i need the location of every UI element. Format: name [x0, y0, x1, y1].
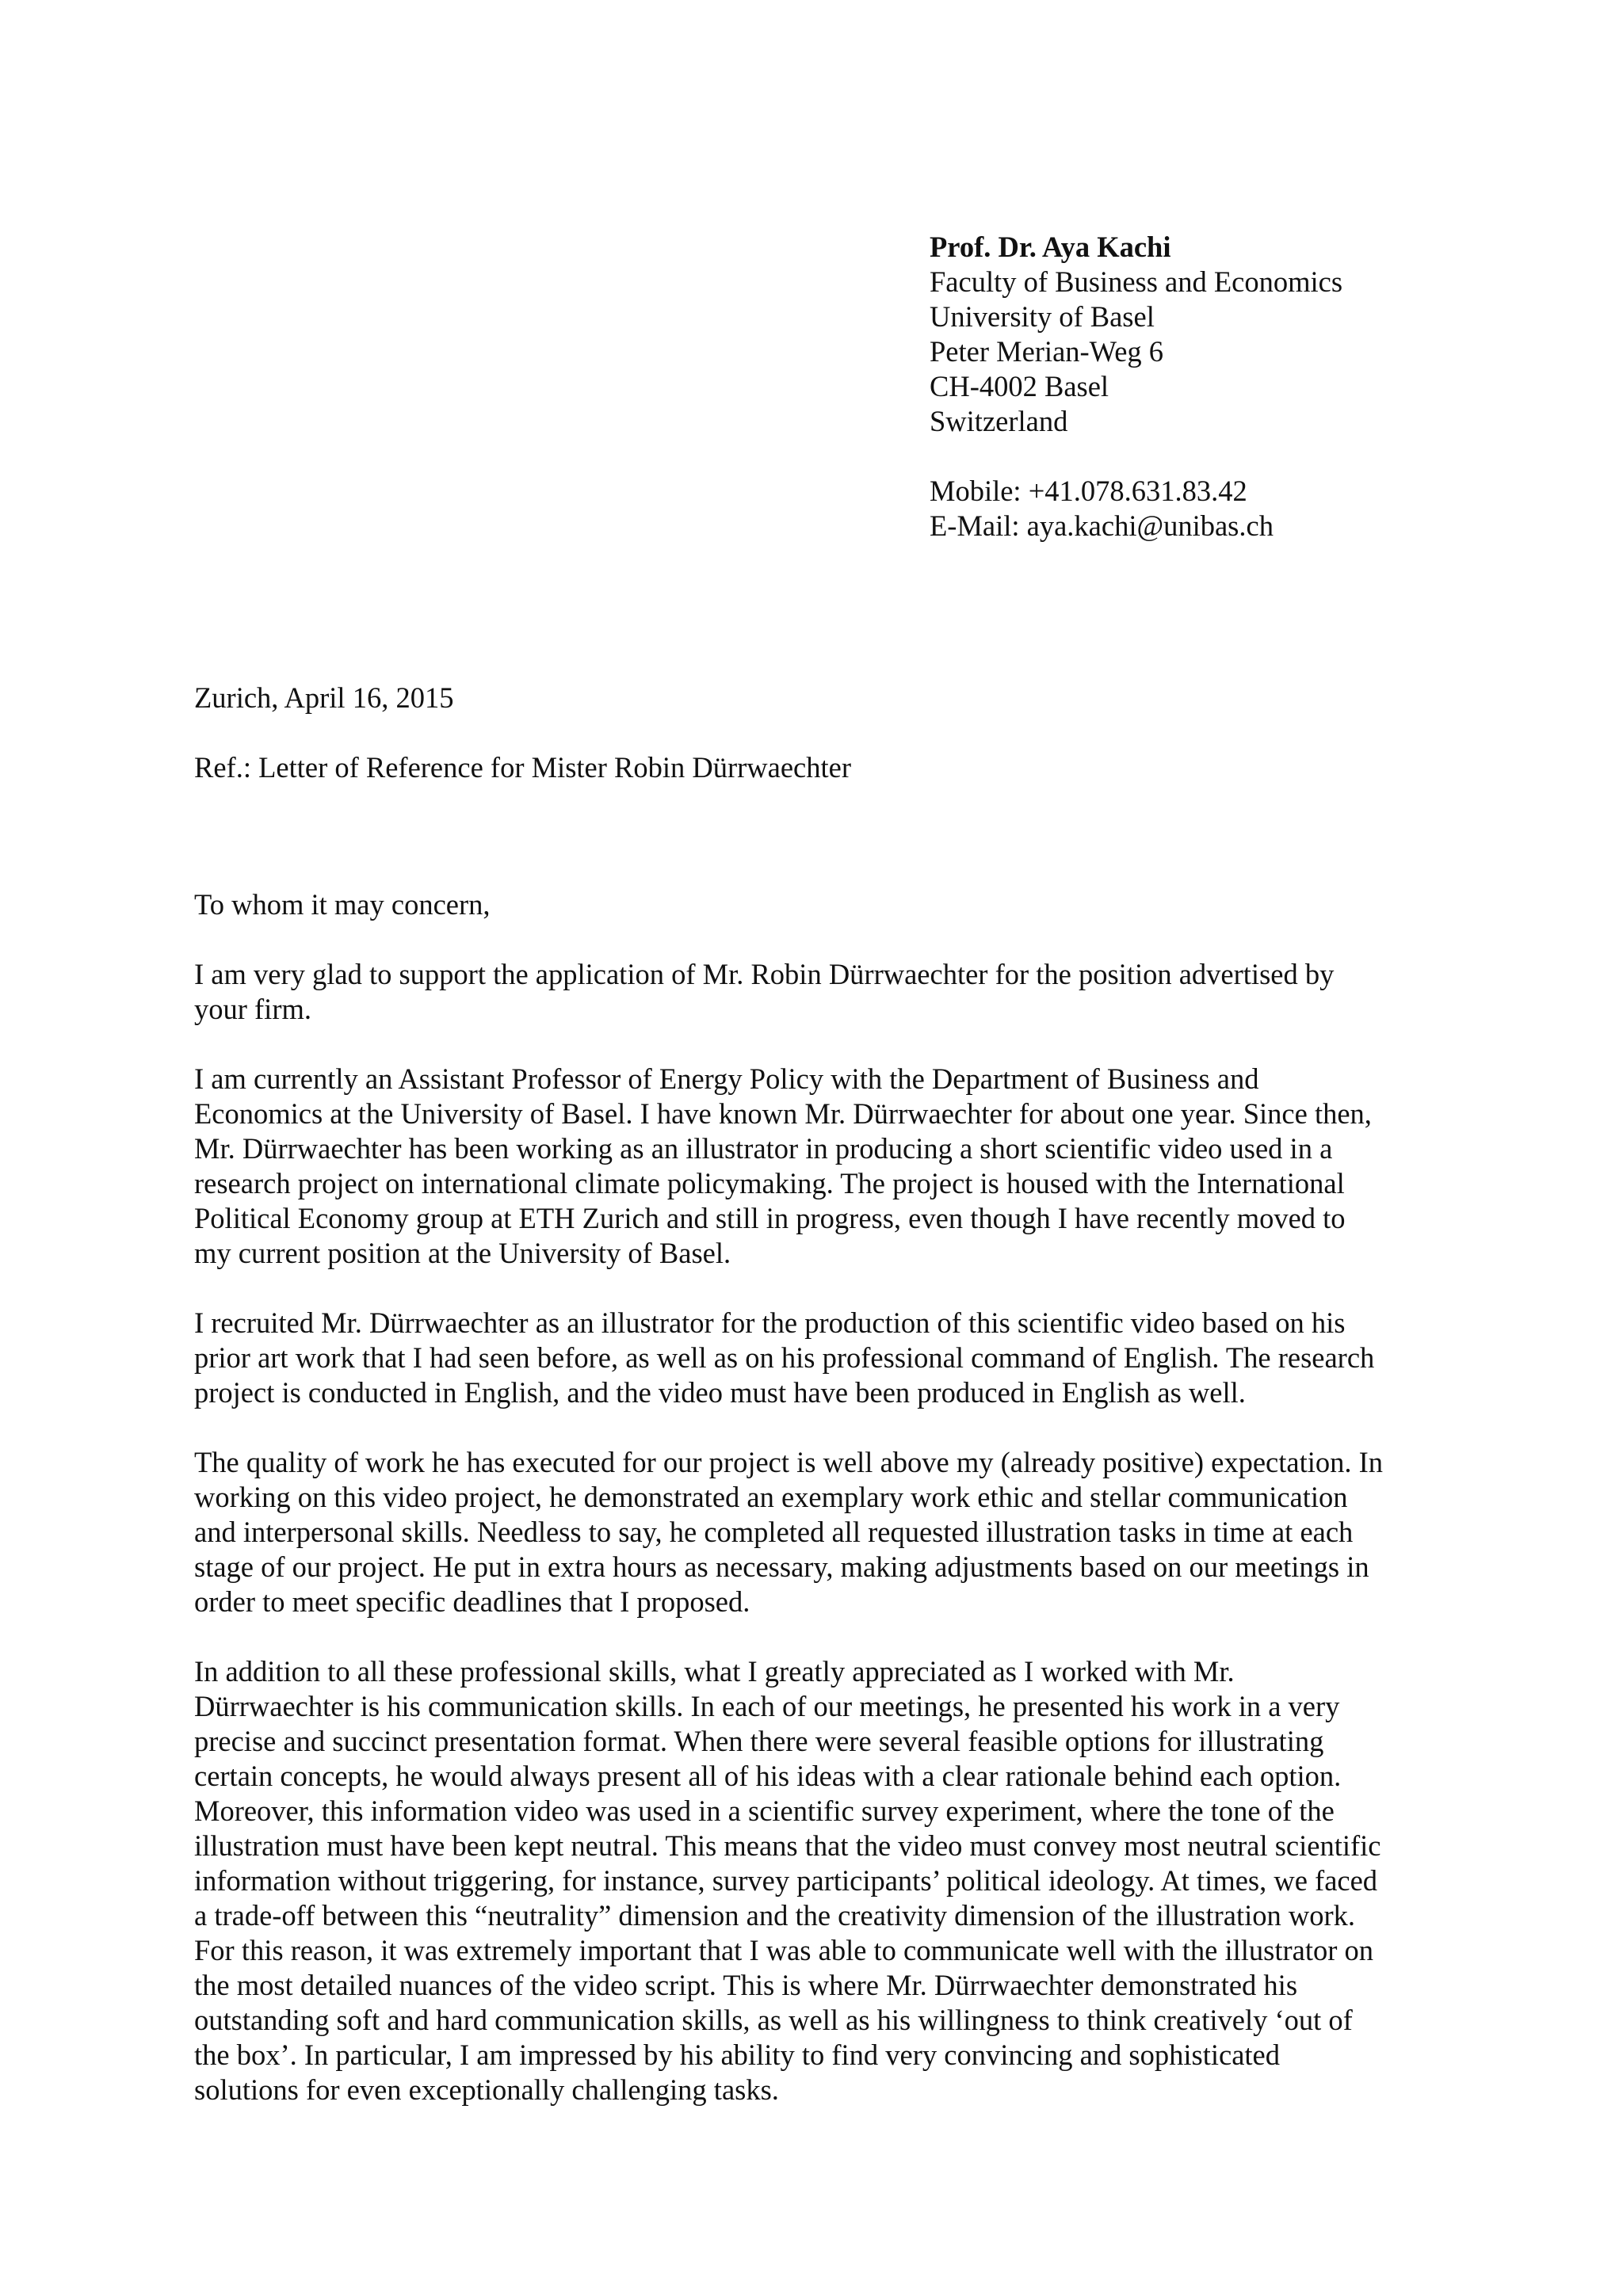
letter-date: Zurich, April 16, 2015: [194, 681, 454, 714]
sender-block: [930, 230, 1579, 543]
paragraph-line: precise and succinct presentation format. When there were several feasible options for illustrating: [194, 1725, 1324, 1757]
paragraph-line: certain concepts, he would always present all of his ideas with a clear rationale behind each option.: [194, 1760, 1342, 1792]
salutation: [194, 887, 1442, 922]
paragraph-line: stage of our project. He put in extra hours as necessary, making adjustments based on our meetings in: [194, 1550, 1369, 1583]
paragraph-line: your firm.: [194, 993, 311, 1025]
paragraph-line: a trade-off between this “neutrality” dimension and the creativity dimension of the illustration work.: [194, 1899, 1355, 1932]
sender-email: E-Mail: aya.kachi@unibas.ch: [930, 509, 1274, 542]
paragraph-line: solutions for even exceptionally challenging tasks.: [194, 2073, 779, 2106]
body-paragraph: [194, 1062, 1442, 1271]
sender-spacer: [930, 439, 1579, 474]
paragraph-line: outstanding soft and hard communication skills, as well as his willingness to think creatively ‘out of: [194, 2004, 1353, 2036]
paragraph-line: I am currently an Assistant Professor of Energy Policy with the Department of Business and: [194, 1062, 1259, 1095]
sender-address-line: CH-4002 Basel: [930, 370, 1109, 402]
body-paragraph: [194, 957, 1442, 1027]
sender-address-line: University of Basel: [930, 300, 1155, 333]
paragraph-line: Moreover, this information video was used in a scientific survey experiment, where the tone of the: [194, 1794, 1335, 1827]
sender-mobile: Mobile: +41.078.631.83.42: [930, 475, 1247, 507]
sender-address-line: Peter Merian-Weg 6: [930, 335, 1164, 368]
paragraph-line: the most detailed nuances of the video script. This is where Mr. Dürrwaechter demonstrated his: [194, 1969, 1298, 2001]
letter-body: [194, 887, 1442, 2142]
paragraph-line: Political Economy group at ETH Zurich and still in progress, even though I have recently moved to: [194, 1202, 1346, 1234]
paragraph-line: I am very glad to support the application of Mr. Robin Dürrwaechter for the position advertised by: [194, 958, 1335, 990]
paragraph-line: order to meet specific deadlines that I proposed.: [194, 1585, 750, 1618]
body-paragraph: [194, 1306, 1442, 1410]
body-paragraph: [194, 1654, 1442, 2107]
paragraph-line: Dürrwaechter is his communication skills. In each of our meetings, he presented his work in a very: [194, 1690, 1340, 1722]
paragraph-line: project is conducted in English, and the video must have been produced in English as well.: [194, 1376, 1246, 1409]
paragraph-line: information without triggering, for instance, survey participants’ political ideology. At times, we faced: [194, 1864, 1378, 1897]
paragraph-line: Economics at the University of Basel. I have known Mr. Dürrwaechter for about one year. Since then,: [194, 1097, 1372, 1130]
paragraph-line: my current position at the University of Basel.: [194, 1237, 731, 1269]
paragraph-line: research project on international climate policymaking. The project is housed with the International: [194, 1167, 1345, 1199]
paragraph-line: For this reason, it was extremely important that I was able to communicate well with the illustrator on: [194, 1934, 1374, 1966]
paragraph-line: prior art work that I had seen before, as well as on his professional command of English. The research: [194, 1341, 1375, 1374]
paragraph-line: and interpersonal skills. Needless to say, he completed all requested illustration tasks in time at each: [194, 1516, 1354, 1548]
sender-name: Prof. Dr. Aya Kachi: [930, 231, 1171, 263]
body-paragraph: [194, 1445, 1442, 1619]
paragraph-line: the box’. In particular, I am impressed by his ability to find very convincing and sophisticated: [194, 2039, 1280, 2071]
paragraph-line: I recruited Mr. Dürrwaechter as an illustrator for the production of this scientific video based on his: [194, 1306, 1346, 1339]
paragraph-line: illustration must have been kept neutral. This means that the video must convey most neutral scientific: [194, 1829, 1381, 1862]
sender-address-line: Faculty of Business and Economics: [930, 265, 1343, 298]
paragraph-line: The quality of work he has executed for our project is well above my (already positive) expectation. In: [194, 1446, 1384, 1478]
letter-reference: Ref.: Letter of Reference for Mister Robin Dürrwaechter: [194, 751, 852, 784]
paragraph-line: In addition to all these professional skills, what I greatly appreciated as I worked with Mr.: [194, 1655, 1235, 1688]
paragraph-line: Mr. Dürrwaechter has been working as an illustrator in producing a short scientific video used in a: [194, 1132, 1333, 1165]
paragraph-line: working on this video project, he demonstrated an exemplary work ethic and stellar communication: [194, 1481, 1348, 1513]
sender-address-line: Switzerland: [930, 405, 1068, 437]
salutation-text: To whom it may concern,: [194, 888, 491, 921]
